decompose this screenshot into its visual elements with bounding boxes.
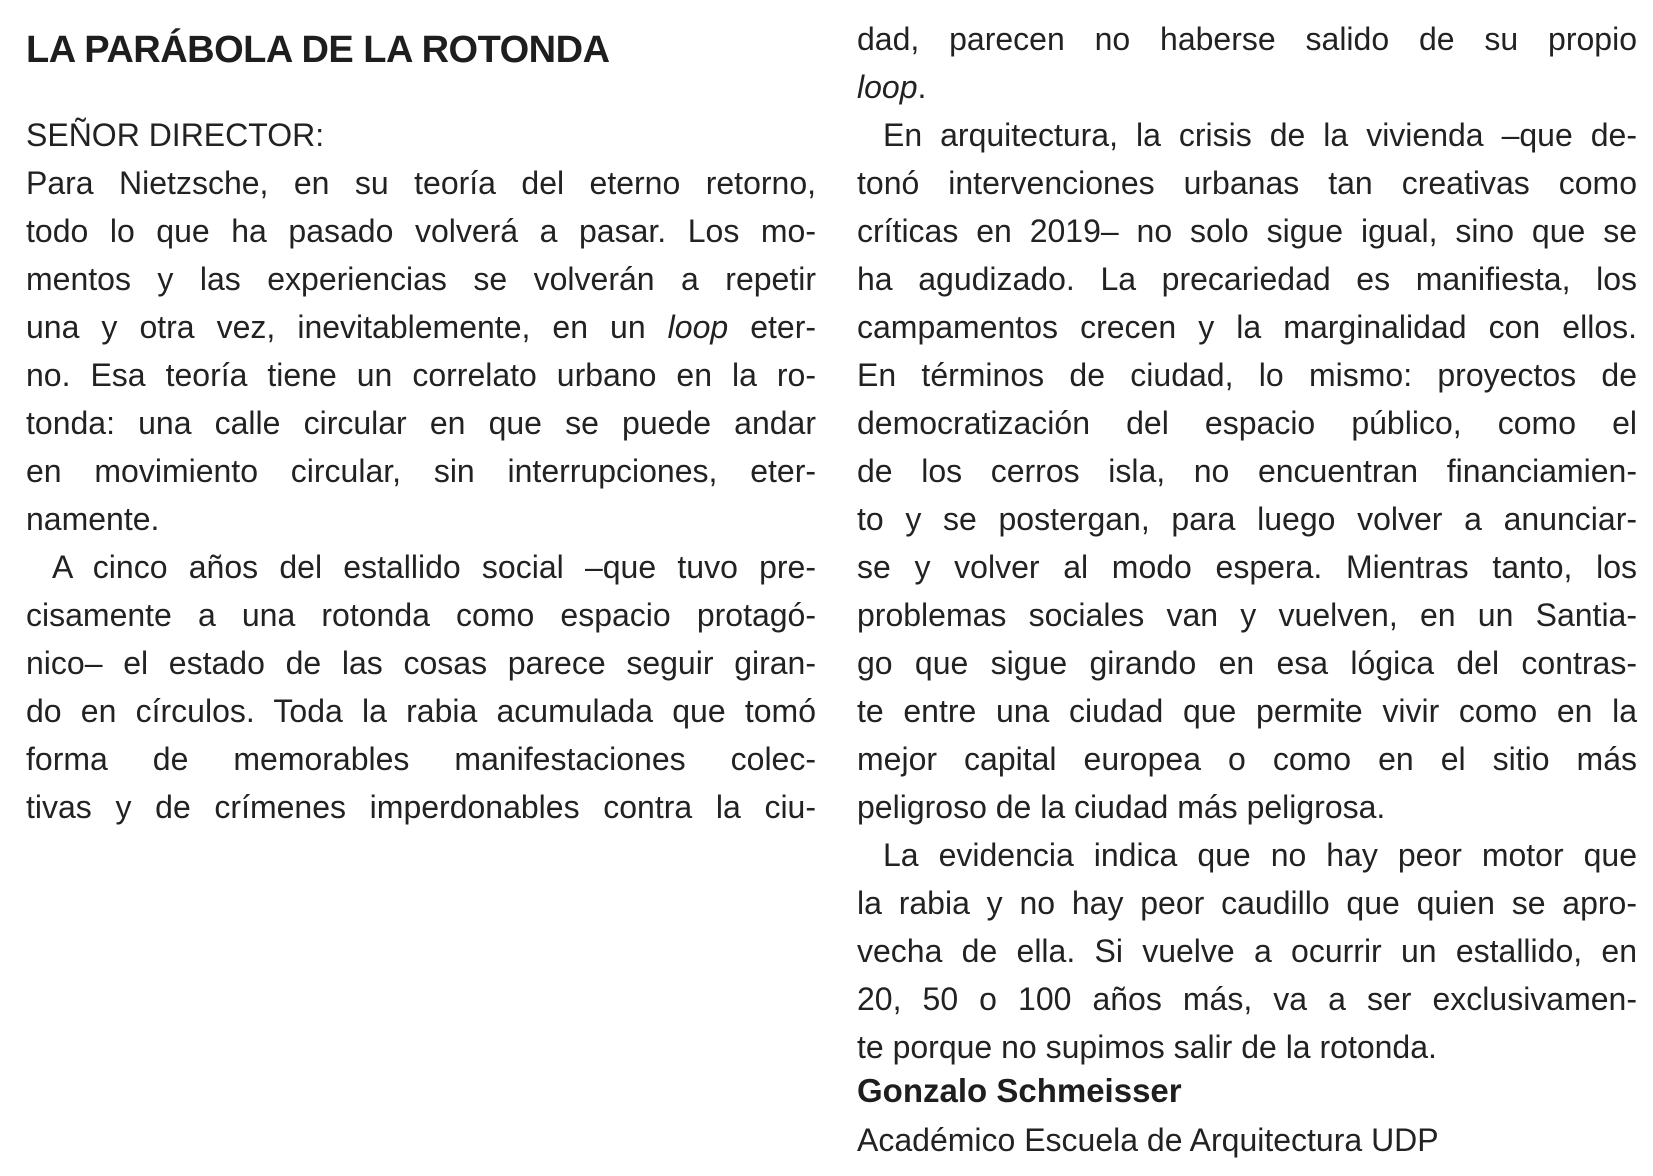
body-line: mentos y las experiencias se volverán a repetir — [26, 261, 816, 297]
italic-word: loop — [667, 309, 729, 345]
body-line: mejor capital europea o como en el sitio más — [857, 741, 1637, 777]
body-line: to y se postergan, para luego volver a anunciar- — [857, 501, 1637, 537]
body-line: cisamente a una rotonda como espacio protagó- — [26, 597, 816, 633]
body-line: vecha de ella. Si vuelve a ocurrir un estallido, en — [857, 933, 1637, 969]
body-line: la rabia y no hay peor caudillo que quien se apro- — [857, 885, 1637, 921]
body-line: do en círculos. Toda la rabia acumulada que tomó — [26, 693, 816, 729]
body-line: campamentos crecen y la marginalidad con ellos. — [857, 309, 1637, 345]
body-line-with-italic — [857, 63, 926, 111]
body-line-with-italic — [26, 303, 816, 351]
body-line: namente. — [26, 501, 160, 537]
body-line: se y volver al modo espera. Mientras tanto, los — [857, 549, 1637, 585]
body-line: te porque no supimos salir de la rotonda. — [857, 1029, 1437, 1065]
body-line: democratización del espacio público, como el — [857, 405, 1637, 441]
body-line-segment: una y otra vez, inevitablemente, en un — [26, 309, 668, 345]
body-line: La evidencia indica que no hay peor motor que — [883, 837, 1637, 873]
body-line: peligroso de la ciudad más peligrosa. — [857, 789, 1386, 825]
body-line: problemas sociales van y vuelven, en un Santia- — [857, 597, 1637, 633]
body-line: forma de memorables manifestaciones colec- — [26, 741, 816, 777]
body-line: tonda: una calle circular en que se puede andar — [26, 405, 816, 441]
body-line: nico– el estado de las cosas parece seguir giran- — [26, 645, 816, 681]
body-line: dad, parecen no haberse salido de su propio — [857, 21, 1637, 57]
italic-word: loop — [857, 69, 918, 105]
body-line: en movimiento circular, sin interrupciones, eter- — [26, 453, 816, 489]
body-line: En términos de ciudad, lo mismo: proyectos de — [857, 357, 1637, 393]
body-line: 20, 50 o 100 años más, va a ser exclusivamen- — [857, 981, 1637, 1017]
body-line: ha agudizado. La precariedad es manifiesta, los — [857, 261, 1637, 297]
body-line: no. Esa teoría tiene un correlato urbano en la ro- — [26, 357, 816, 393]
body-line: En arquitectura, la crisis de la vivienda –que de- — [883, 117, 1637, 153]
body-line: go que sigue girando en esa lógica del contras- — [857, 645, 1637, 681]
body-line: tivas y de crímenes imperdonables contra la ciu- — [26, 789, 816, 825]
body-line-segment: eter- — [728, 309, 817, 345]
body-line: todo lo que ha pasado volverá a pasar. Los mo- — [26, 213, 816, 249]
author-name: Gonzalo Schmeisser — [857, 1072, 1182, 1109]
body-line: te entre una ciudad que permite vivir como en la — [857, 693, 1637, 729]
body-line: críticas en 2019– no solo sigue igual, sino que se — [857, 213, 1637, 249]
body-line: Para Nietzsche, en su teoría del eterno retorno, — [26, 165, 816, 201]
body-line-segment: . — [917, 69, 927, 105]
body-line: de los cerros isla, no encuentran financiamien- — [857, 453, 1637, 489]
body-line: tonó intervenciones urbanas tan creativas como — [857, 165, 1637, 201]
salutation: SEÑOR DIRECTOR: — [26, 117, 325, 153]
article-title: LA PARÁBOLA DE LA ROTONDA — [26, 29, 610, 71]
author-affiliation: Académico Escuela de Arquitectura UDP — [857, 1122, 1439, 1158]
body-line: A cinco años del estallido social –que tuvo pre- — [52, 549, 816, 585]
